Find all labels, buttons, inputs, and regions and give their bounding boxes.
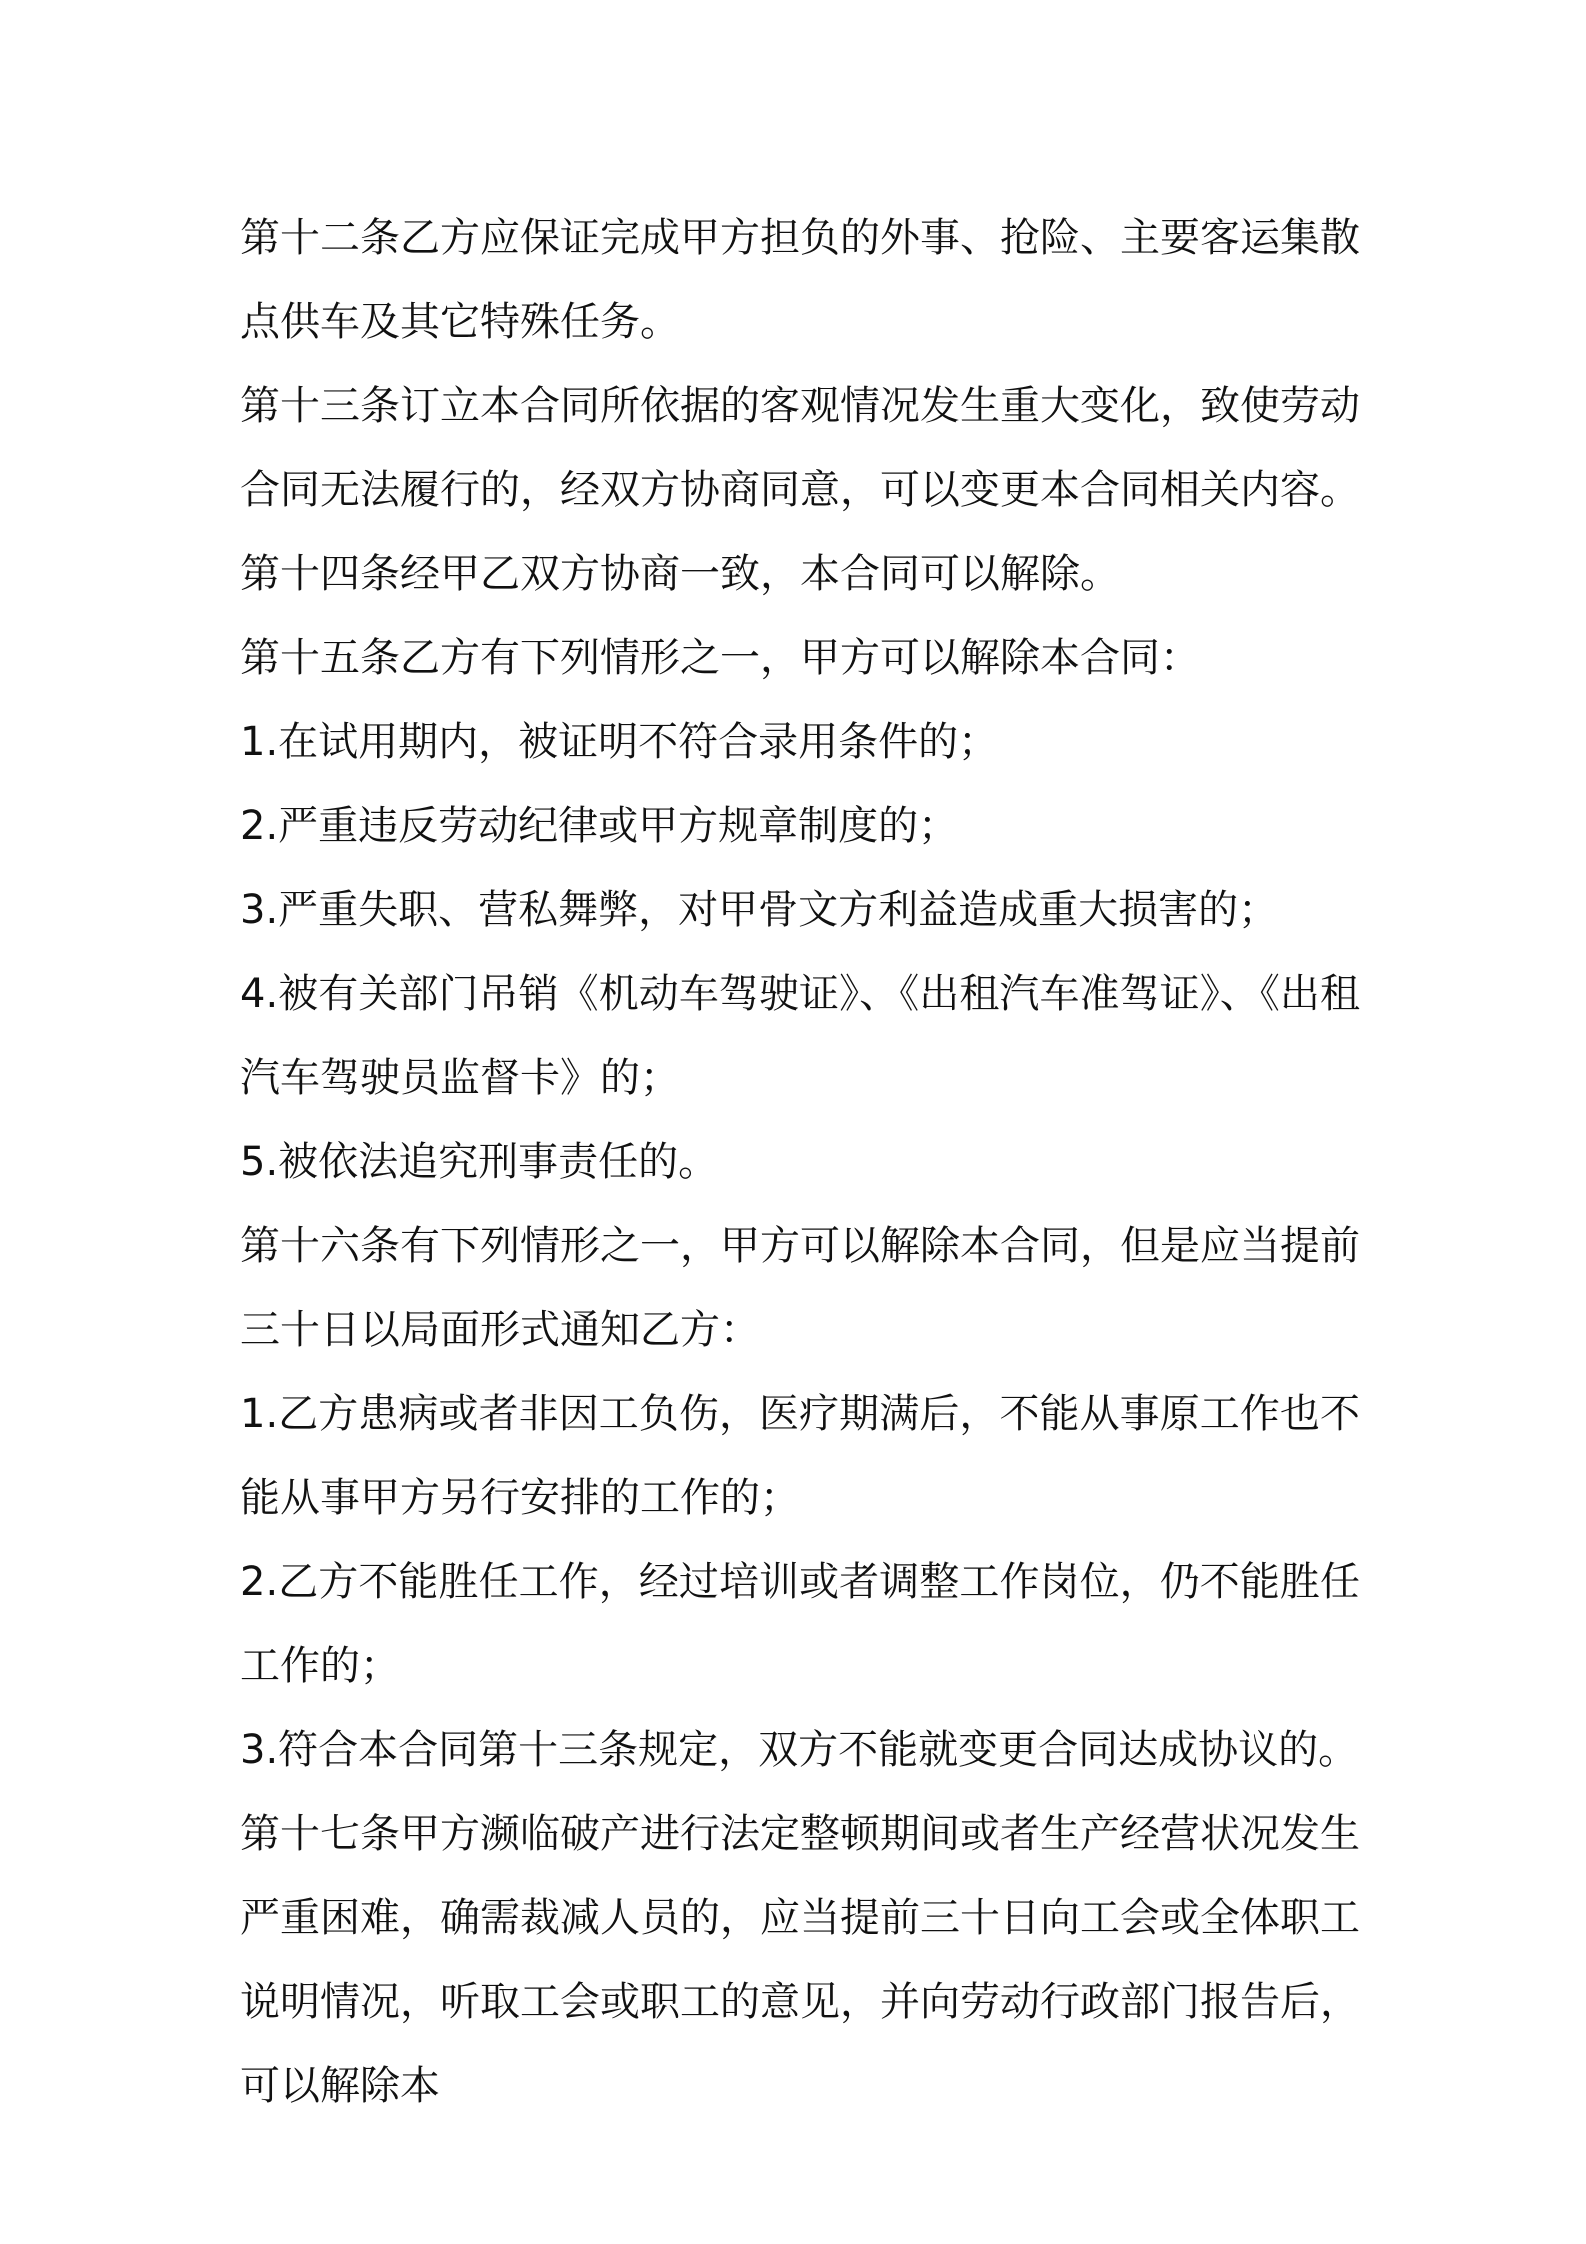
list-item-15-2: 2.严重违反劳动纪律或甲方规章制度的； bbox=[240, 803, 959, 849]
list-item-16-2: 2.乙方不能胜任工作，经过培训或者调整工作岗位，仍不能胜任工作的； bbox=[240, 1559, 1360, 1689]
list-item-15-4: 4.被有关部门吊销《机动车驾驶证》、《出租汽车准驾证》、《出租汽车驾驶员监督卡》的； bbox=[240, 971, 1360, 1101]
list-item-16-1: 1.乙方患病或者非因工负伤，医疗期满后，不能从事原工作也不能从事甲方另行安排的工作的； bbox=[240, 1391, 1360, 1521]
list-item-15-3: 3.严重失职、营私舞弊，对甲骨文方利益造成重大损害的； bbox=[240, 887, 1279, 933]
paragraph-article-17: 第十七条甲方濒临破产进行法定整顿期间或者生产经营状况发生严重困难，确需裁减人员的，应当提前三十日向工会或全体职工说明情况，听取工会或职工的意见，并向劳动行政部门报告后，可以解除本 bbox=[240, 1811, 1360, 2109]
list-item-15-5: 5.被依法追究刑事责任的。 bbox=[240, 1139, 719, 1185]
paragraph-article-13: 第十三条订立本合同所依据的客观情况发生重大变化，致使劳动合同无法履行的，经双方协商同意，可以变更本合同相关内容。 bbox=[240, 383, 1360, 513]
list-item-16-3: 3.符合本合同第十三条规定，双方不能就变更合同达成协议的。 bbox=[240, 1727, 1359, 1773]
list-item-15-1: 1.在试用期内，被证明不符合录用条件的； bbox=[240, 719, 999, 765]
paragraph-article-15: 第十五条乙方有下列情形之一，甲方可以解除本合同： bbox=[240, 635, 1200, 681]
paragraph-article-14: 第十四条经甲乙双方协商一致，本合同可以解除。 bbox=[240, 551, 1120, 597]
document-body bbox=[240, 196, 1360, 2128]
paragraph-article-16: 第十六条有下列情形之一，甲方可以解除本合同，但是应当提前三十日以局面形式通知乙方： bbox=[240, 1223, 1360, 1353]
paragraph-article-12: 第十二条乙方应保证完成甲方担负的外事、抢险、主要客运集散点供车及其它特殊任务。 bbox=[240, 215, 1360, 345]
